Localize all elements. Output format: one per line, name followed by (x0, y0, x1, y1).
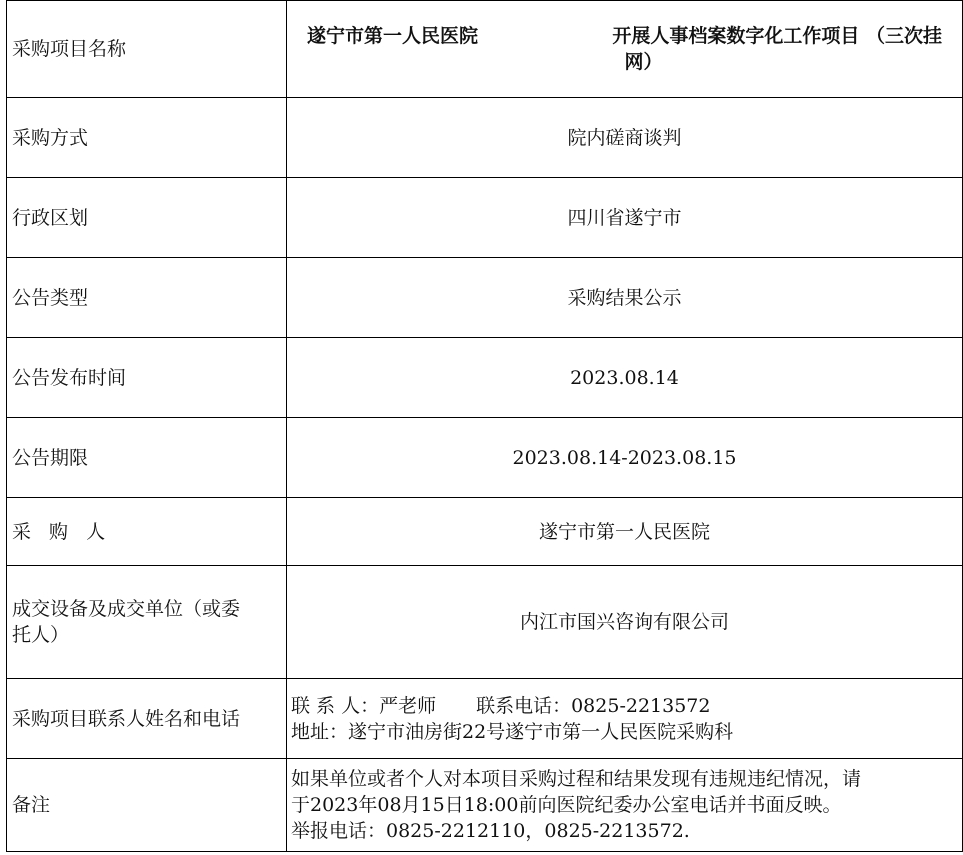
remarks-value (287, 759, 963, 852)
contact-address: 地址：遂宁市油房街22号遂宁市第一人民医院采购科 (291, 720, 734, 743)
purchaser-value: 遂宁市第一人民医院 (287, 498, 963, 566)
table-row (7, 498, 963, 566)
method-value: 院内磋商谈判 (287, 98, 963, 178)
winner-label-line2: 托人） (12, 624, 70, 646)
winner-value: 内江市国兴咨询有限公司 (287, 566, 963, 679)
project-name-label: 采购项目名称 (7, 1, 287, 98)
remarks-label: 备注 (7, 759, 287, 852)
contact-value (287, 679, 963, 759)
region-label: 行政区划 (7, 178, 287, 258)
table-row (7, 1, 963, 98)
purchaser-label: 采 购 人 (7, 498, 287, 566)
publish-time-label: 公告发布时间 (7, 338, 287, 418)
table-row (7, 258, 963, 338)
table-row (7, 679, 963, 759)
notice-type-label: 公告类型 (7, 258, 287, 338)
project-name-suffix: 网） (624, 51, 663, 73)
contact-person: 联 系 人：严老师 (291, 694, 437, 717)
table-row (7, 178, 963, 258)
region-value: 四川省遂宁市 (287, 178, 963, 258)
winner-label-line1: 成交设备及成交单位（或委 (12, 598, 241, 620)
remarks-line2: 于2023年08月15日18:00前向医院纪委办公室电话并书面反映。 (291, 794, 842, 816)
table-row (7, 759, 963, 852)
project-name-title: 开展人事档案数字化工作项目 （三次挂 (612, 25, 942, 47)
project-name-value (287, 1, 963, 98)
procurement-result-table (6, 0, 963, 852)
table-row (7, 98, 963, 178)
notice-type-value: 采购结果公示 (287, 258, 963, 338)
period-value: 2023.08.14-2023.08.15 (287, 418, 963, 498)
project-name-hospital: 遂宁市第一人民医院 (307, 25, 479, 47)
remarks-line3: 举报电话：0825-2212110，0825-2213572. (291, 820, 690, 842)
table-row (7, 566, 963, 679)
contact-phone: 联系电话：0825-2213572 (476, 694, 711, 717)
method-label: 采购方式 (7, 98, 287, 178)
publish-time-value: 2023.08.14 (287, 338, 963, 418)
contact-label: 采购项目联系人姓名和电话 (7, 679, 287, 759)
remarks-line1: 如果单位或者个人对本项目采购过程和结果发现有违规违纪情况，请 (291, 768, 862, 790)
table-row (7, 338, 963, 418)
period-label: 公告期限 (7, 418, 287, 498)
table-row (7, 418, 963, 498)
winner-label (7, 566, 287, 679)
